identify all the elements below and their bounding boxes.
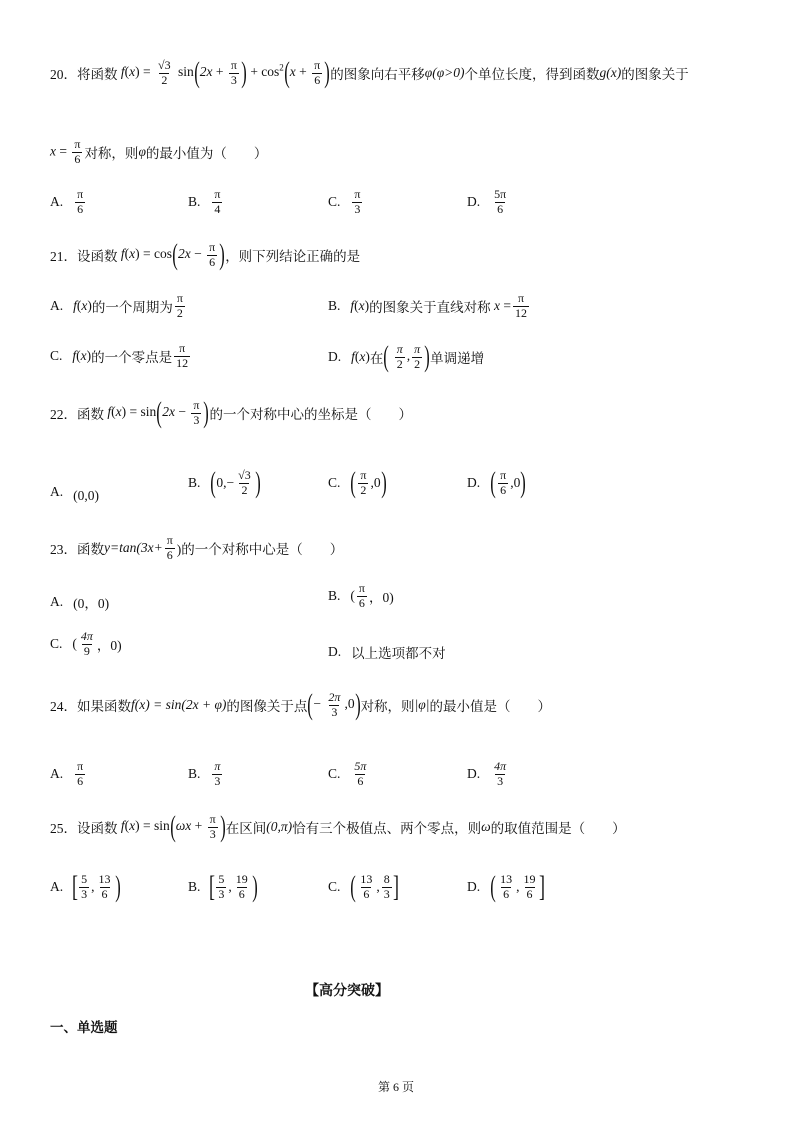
page-number: 第 6 页 [378,1080,415,1094]
q24-tail: 的最小值是（ ） [429,699,551,714]
q25-option-a: A. [ $\frac{5}{3}$ , $\frac{13}{6}$ ) [50,870,121,903]
q24-post: 对称，则 [360,699,415,714]
section-title: 【高分突破】 [305,984,389,999]
q23-option-b: B. ( $\frac{\pi}{6}$ ，0) [328,581,394,610]
q20-axis: x = $\frac{\pi}{6}$ [50,137,81,166]
q21-option-d: D. f(x) 在 ( $\frac{\pi}{2}$ , $\frac{\pi}{2}$ ) 单调递增 [328,340,485,373]
q25-function: f(x) = sin(ωx + $\frac{\pi}{3}$ ) [117,810,226,843]
q21-post: ，则下列结论正确的是 [225,249,361,264]
q20-line2-tail: 的最小值为（ ） [145,146,268,162]
q20-line1 [50,58,689,88]
q20-g: g(x) [599,65,622,80]
q25-tail: 的取值范围是（ ） [490,821,626,836]
q20-option-b: B. $\frac{\pi}{4}$ [188,187,221,216]
subsection-title: 一、单选题 [50,1020,118,1035]
q20-function: f(x) = $\frac{√3}{2}$ sin(2x + $\frac{\pi}{3}$ ) + $\cos^2(x$ + $\frac{\pi}{6}$ ) [117,56,330,89]
q21-prefix: 设函数 [77,249,118,264]
q23-prefix: 函数 [77,542,104,558]
q24-option-b: B. $\frac{\pi}{3}$ [188,759,221,788]
q25-mid: 在区间 [225,821,267,836]
q23-option-d: D. 以上选项都不对 [328,644,446,661]
q20-end: 的图象关于 [621,67,689,82]
q22-option-d: D. ( $\frac{\pi}{6}$ ,0 ) [467,466,527,499]
q24-mid: 的图像关于点 [226,699,308,714]
q24-abs-phi: |φ| [414,697,430,712]
q21-option-b: B. f(x) 的图象关于直线对称 x = $\frac{\pi}{12}$ [328,291,528,320]
q20-line2-end: 对称，则 [84,146,139,162]
q24-stem: 24． 如果函数 f(x) = sin(2x + φ) 的图像关于点 (− $\frac{2\pi}{3}$ ,0) 对称，则 |φ| 的最小值是（ ） [50,688,551,721]
q20-line2 [50,138,267,167]
q23-number: 23． [50,542,77,558]
q25-number: 25． [50,821,77,836]
q25-option-c: C. ( $\frac{13}{6}$ , $\frac{8}{3}$ ] [328,870,399,903]
q20-option-a: A. $\frac{\pi}{6}$ [50,187,84,216]
q25-interval: (0,π) [266,819,293,834]
q24-number: 24． [50,699,77,714]
q22-option-a: A. (0,0) [50,484,99,503]
q20-prefix: 将函数 [77,67,118,82]
q24-option-c: C. $\frac{5\pi}{6}$ [328,759,367,788]
q20-number: 20． [50,67,77,82]
q22-option-b: B. ( 0,− $\frac{√3}{2}$ ) [188,466,261,499]
q23-option-a: A. (0，0) [50,594,110,611]
q25-post: 恰有三个极值点、两个零点，则 [292,821,482,836]
q20-phi: φ [138,144,146,160]
q24-function: f(x) = sin(2x + φ) [131,697,227,712]
q22-number: 22． [50,407,77,422]
q22-function: f(x) = sin(2x − $\frac{\pi}{3}$ ) [104,396,210,429]
q25-stem [50,812,626,842]
q21-number: 21． [50,249,77,264]
q23-function: y=tan(3x+ [104,540,163,556]
q24-option-d: D. $\frac{4\pi}{3}$ [467,759,507,788]
q20-option-c: C. $\frac{\pi}{3}$ [328,187,361,216]
q22-post: 的一个对称中心的坐标是（ ） [209,407,412,422]
q24-option-a: A. $\frac{\pi}{6}$ [50,759,84,788]
q22-option-c: C. ( $\frac{\pi}{2}$ ,0 ) [328,466,387,499]
q21-option-a: A. f(x) 的一个周期为 $\frac{\pi}{2}$ [50,291,183,320]
q21-option-c: C. f(x) 的一个零点是 $\frac{\pi}{12}$ [50,341,189,370]
q20-mid: 的图象向右平移 [330,67,425,82]
q21-function: f(x) = cos(2x − $\frac{\pi}{6}$ ) [117,238,225,271]
q22-stem [50,398,412,428]
q21-stem [50,240,360,270]
q25-prefix: 设函数 [77,821,118,836]
q20-option-d: D. $\frac{5\pi}{6}$ [467,187,507,216]
q20-phi-condition: φ(φ>0) [424,65,465,80]
q23-post: )的一个对称中心是（ ） [176,542,344,558]
q23-stem: 23． 函数 y=tan(3x+ $\frac{\pi}{6}$ )的一个对称中心是（ ） [50,533,344,562]
q25-option-b: B. [ $\frac{5}{3}$ , $\frac{19}{6}$ ) [188,870,258,903]
q25-option-d: D. ( $\frac{13}{6}$ , $\frac{19}{6}$ ] [467,870,545,903]
q24-prefix: 如果函数 [77,699,131,714]
q23-option-c: C. ( $\frac{4\pi}{9}$ ，0) [50,629,122,658]
q25-omega: ω [481,819,491,834]
q20-mid2: 个单位长度，得到函数 [464,67,600,82]
q22-prefix: 函数 [77,407,104,422]
